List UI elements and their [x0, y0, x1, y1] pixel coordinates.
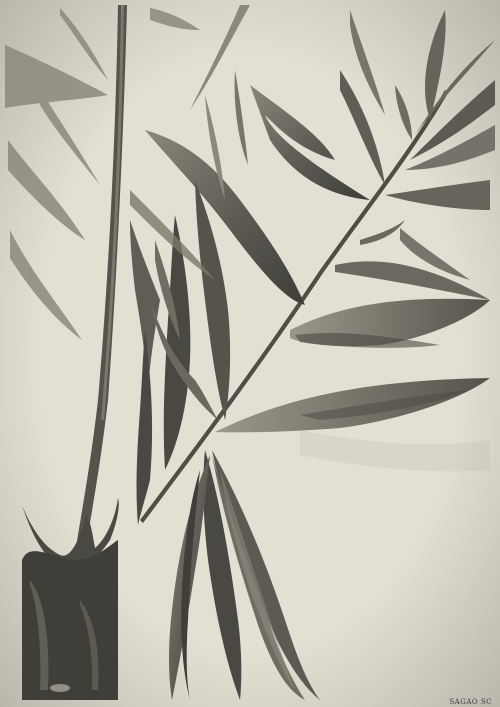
engraver-credit: SAGAO SC	[449, 698, 492, 706]
